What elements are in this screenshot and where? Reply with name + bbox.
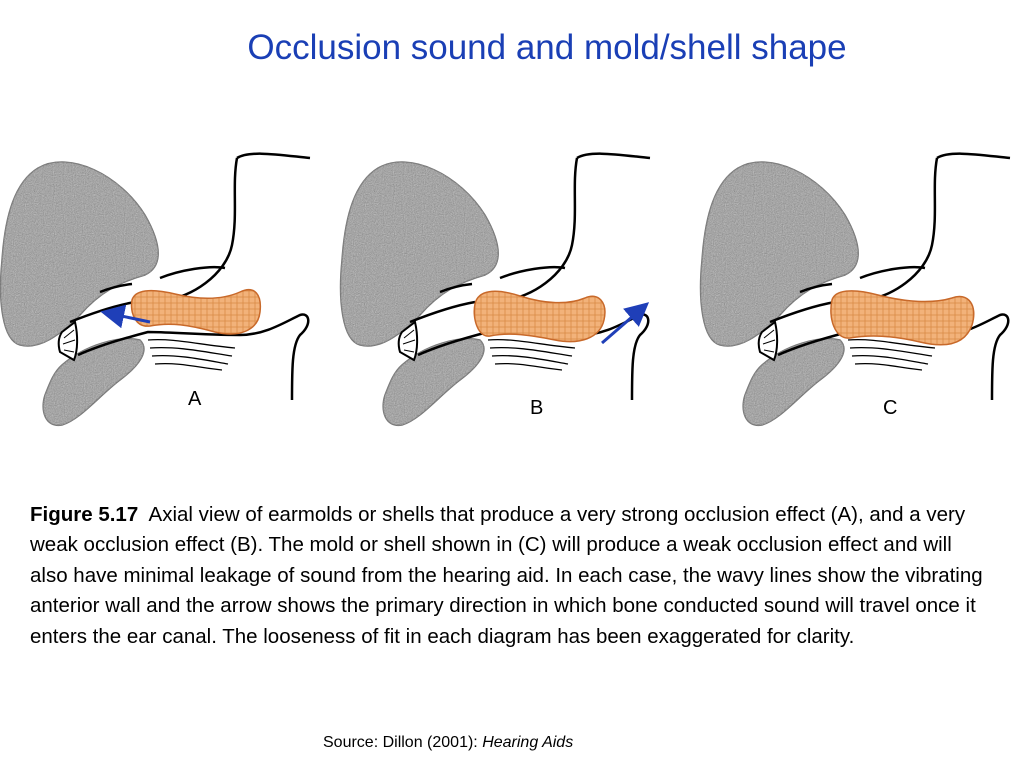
slide-title: Occlusion sound and mold/shell shape [247,28,847,67]
panel-c [701,154,1010,426]
panel-a [1,154,310,426]
mold-c [831,291,974,345]
mold-a [132,290,261,334]
panel-label-c: C [883,397,898,419]
mold-b [474,291,605,341]
source-citation [323,734,573,752]
source-title: Hearing Aids [482,734,574,751]
ear-canal-diagram [0,140,1024,450]
panel-label-b: B [530,397,544,419]
figure-label: Figure 5.17 [30,503,139,526]
caption-text: Axial view of earmolds or shells that produce a very strong occlusion effect (A), and a very weak occlusion effect (B). The mold or shell shown in (C) will produce a weak occlusion effect and will also have minimal leakage of sound from the hearing aid. In each case, the wavy lines show the vibrating anterior wall and the arrow shows the primary direction in which bone conducted sound will travel once it enters the ear canal. The looseness of fit in each diagram has been exaggerated for clarity. [30,503,983,648]
panel-b [341,154,650,426]
panel-label-a: A [188,388,202,410]
figure-caption [30,500,990,652]
source-prefix: Source: Dillon (2001): [323,734,483,751]
arrow-b [602,310,640,343]
